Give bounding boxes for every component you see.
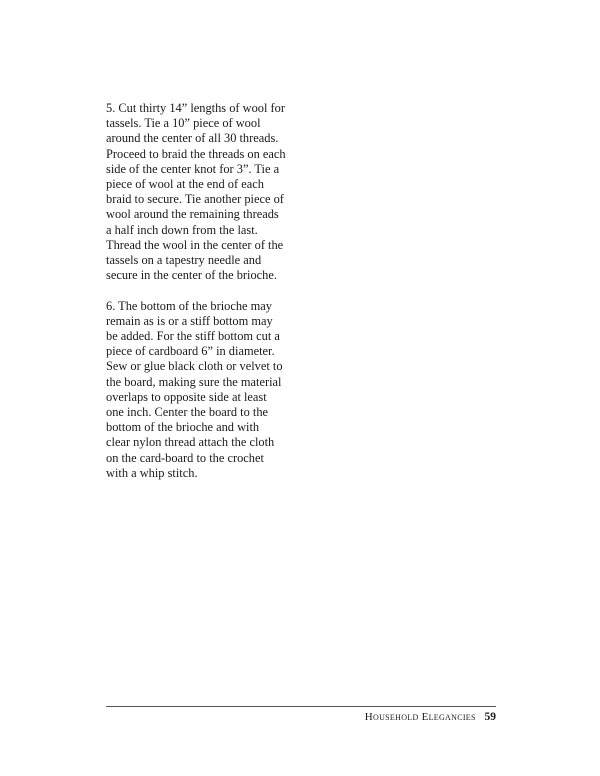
paragraph-step-5: 5. Cut thirty 14” lengths of wool for tassels. Tie a 10” piece of wool around the center of all 30 threads. Proceed to braid the threads on each side of the center knot for 3”. Tie a piece of wool at the end of each braid to secure. Tie another piece of wool around the remaining threads a half inch down from the last. Thread the wool in the center of the tassels on a tapestry needle and secure in the center of the brioche. <box>106 101 286 283</box>
footer-rule <box>106 706 496 707</box>
page-number: 59 <box>484 711 496 723</box>
text-column <box>106 101 286 481</box>
running-head: Household Elegancies <box>364 711 476 723</box>
page-footer <box>365 711 496 723</box>
paragraph-step-6: 6. The bottom of the brioche may remain as is or a stiff bottom may be added. For the stiff bottom cut a piece of cardboard 6” in diameter. Sew or glue black cloth or velvet to the board, making sure the material overlaps to opposite side at least one inch. Center the board to the bottom of the brioche and with clear nylon thread attach the cloth on the card-board to the crochet with a whip stitch. <box>106 298 283 480</box>
